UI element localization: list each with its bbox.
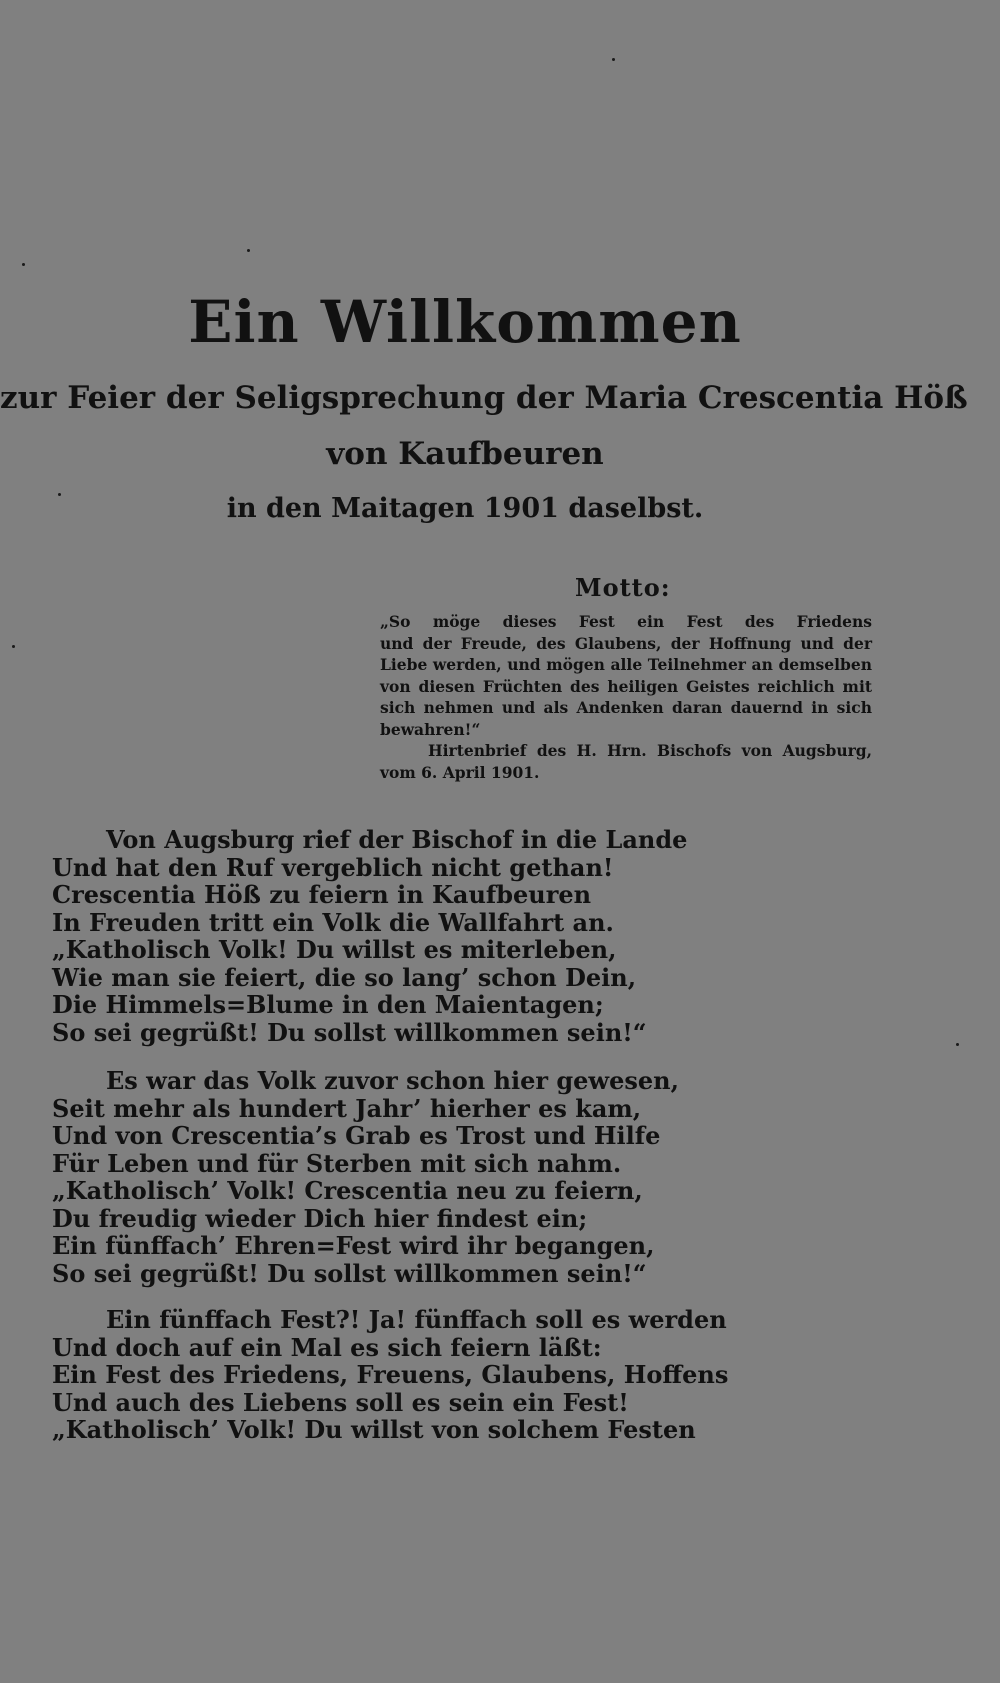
- poem-line: Und auch des Liebens soll es sein ein Fest!: [52, 1387, 629, 1417]
- poem-line: Ein Fest des Friedens, Freuens, Glaubens, Hoffens: [52, 1360, 729, 1389]
- poem-stanza-2: [52, 1067, 679, 1287]
- motto-line: und der Freude, des Glaubens, der Hoffnung und der: [380, 633, 872, 653]
- scan-speck: [12, 645, 15, 648]
- motto-line: von diesen Früchten des heiligen Geistes reichlich mit: [380, 676, 872, 696]
- poem-line: Und von Crescentia’s Grab es Trost und Hilfe: [52, 1121, 661, 1150]
- scan-speck: [612, 58, 615, 61]
- poem-line: Und hat den Ruf vergeblich nicht gethan!: [52, 852, 614, 882]
- poem-line: Ein fünffach Fest?! Ja! fünffach soll es werden: [106, 1305, 727, 1334]
- poem-stanza-3: [52, 1306, 728, 1444]
- poem-line: Von Augsburg rief der Bischof in die Lande: [106, 825, 688, 854]
- poem-line: Crescentia Höß zu feiern in Kaufbeuren: [52, 880, 592, 909]
- poem-line: „Katholisch’ Volk! Crescentia neu zu feiern,: [52, 1176, 643, 1205]
- motto-line: sich nehmen und als Andenken daran dauernd in sich: [380, 698, 872, 717]
- poem-line: In Freuden tritt ein Volk die Wallfahrt an.: [52, 907, 614, 937]
- poem-line: Seit mehr als hundert Jahr’ hierher es kam,: [52, 1093, 642, 1123]
- poem-line: So sei gegrüßt! Du sollst willkommen sein!“: [52, 1017, 647, 1047]
- poem-stanza-1: [52, 826, 687, 1046]
- poem-line: Für Leben und für Sterben mit sich nahm.: [52, 1148, 622, 1178]
- poem-line: „Katholisch’ Volk! Du willst von solchem Festen: [52, 1415, 696, 1444]
- motto-line: bewahren!“: [380, 719, 481, 739]
- motto-source: Hirtenbrief des H. Hrn. Bischofs von Augsburg,: [428, 741, 872, 760]
- poem-line: Die Himmels=Blume in den Maientagen;: [52, 990, 604, 1019]
- poem-line: Es war das Volk zuvor schon hier gewesen,: [106, 1066, 679, 1095]
- poem-line: Wie man sie feiert, die so lang’ schon Dein,: [52, 962, 637, 992]
- motto-heading: Motto:: [575, 573, 671, 602]
- subtitle-line-2: von Kaufbeuren: [326, 436, 604, 472]
- scan-speck: [247, 249, 250, 252]
- page-title: Ein Willkommen: [188, 288, 742, 356]
- motto-quote: [380, 611, 872, 783]
- motto-source-date: vom 6. April 1901.: [380, 762, 540, 782]
- scan-speck: [22, 263, 25, 266]
- poem-line: So sei gegrüßt! Du sollst willkommen sein!“: [52, 1258, 647, 1288]
- subtitle-line-3: in den Maitagen 1901 daselbst.: [226, 493, 704, 524]
- motto-line: Liebe werden, und mögen alle Teilnehmer an demselben: [380, 655, 872, 674]
- poem-line: Du freudig wieder Dich hier findest ein;: [52, 1203, 588, 1233]
- poem-line: Ein fünffach’ Ehren=Fest wird ihr begangen,: [52, 1231, 655, 1260]
- scan-speck: [956, 1043, 959, 1046]
- poem-line: Und doch auf ein Mal es sich feiern läßt:: [52, 1332, 602, 1362]
- motto-line: „So möge dieses Fest ein Fest des Friedens: [380, 612, 872, 631]
- poem-line: „Katholisch Volk! Du willst es miterleben,: [52, 935, 617, 964]
- subtitle-line-1: zur Feier der Seligsprechung der Maria Crescentia Höß: [0, 380, 968, 416]
